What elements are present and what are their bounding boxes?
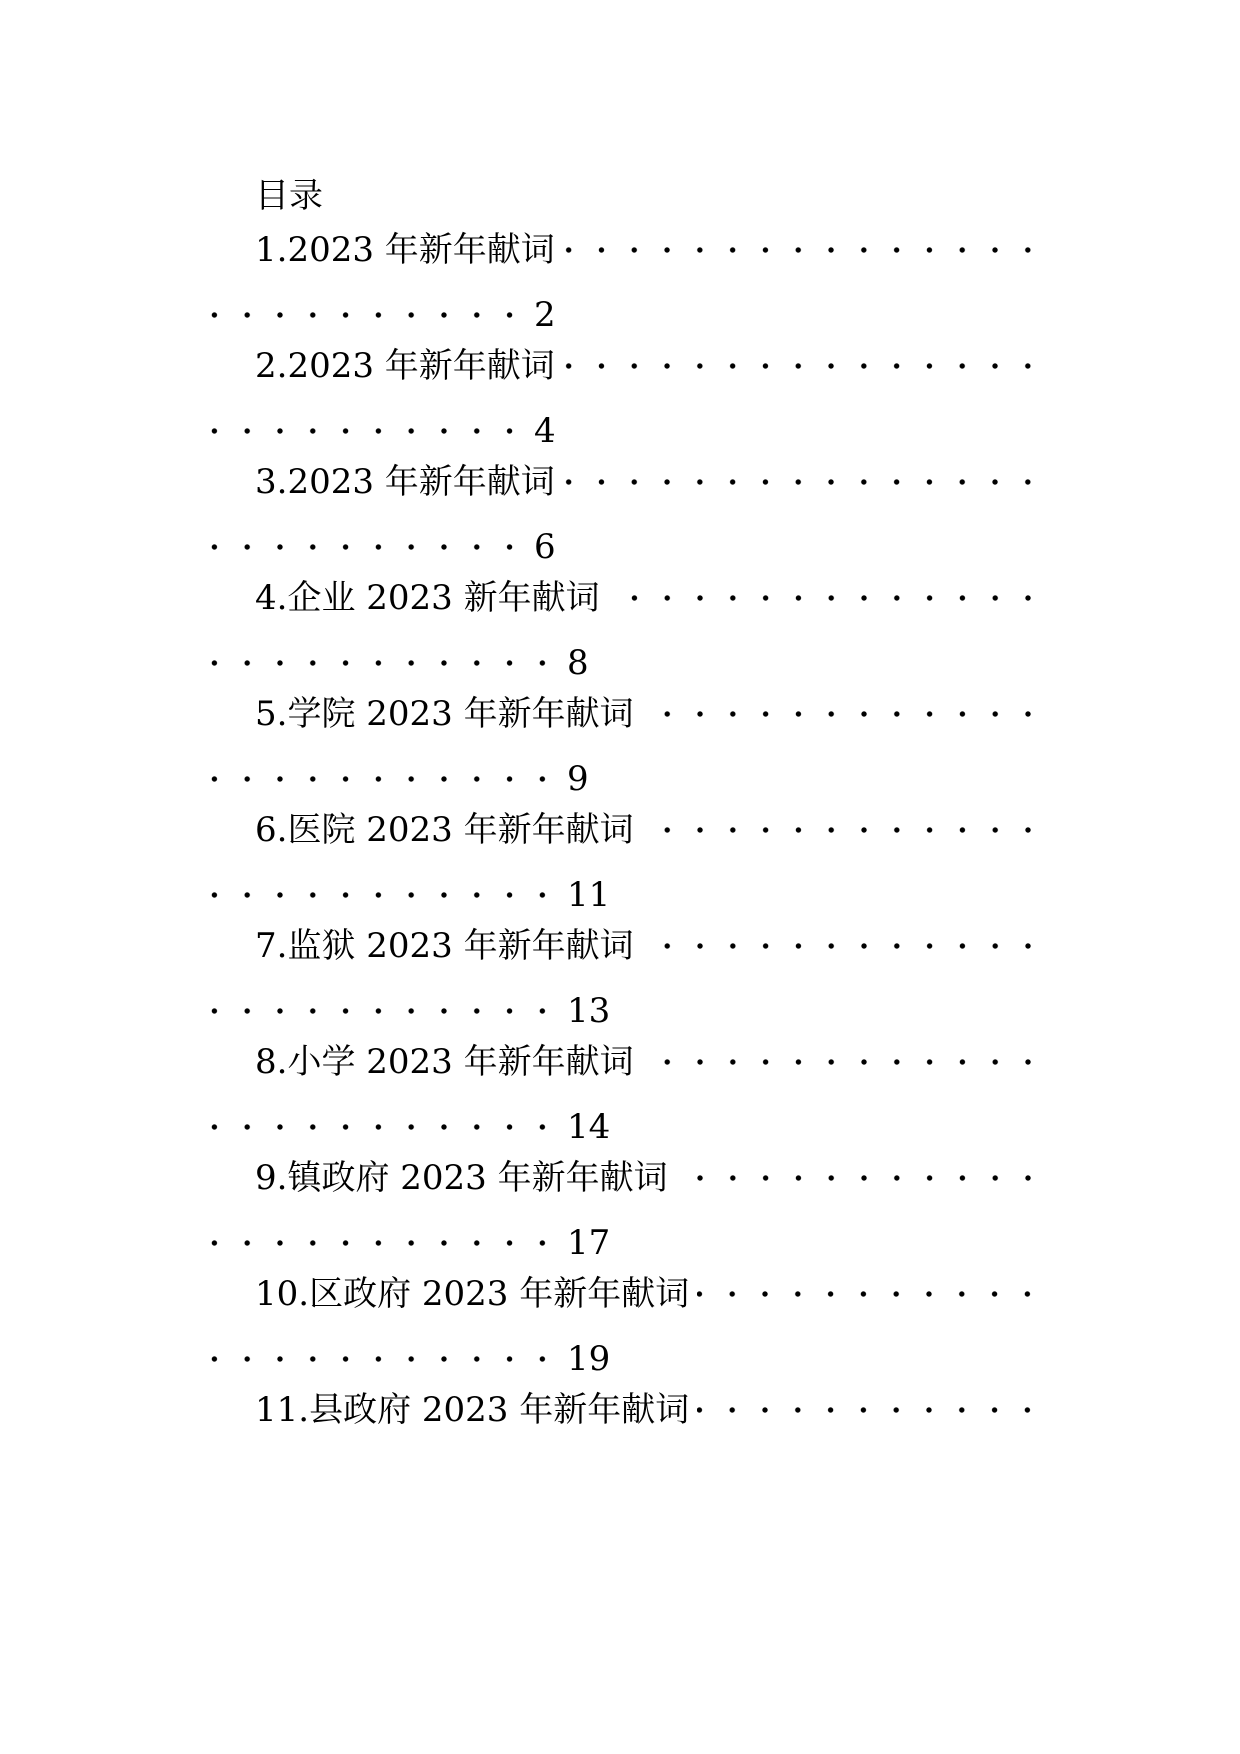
toc-entry-heading-line (255, 922, 1044, 970)
dot-leader (198, 1335, 559, 1383)
toc-entry-continuation-line (198, 291, 556, 339)
toc-entry-heading-line (255, 1270, 1044, 1318)
toc-entry[interactable] (198, 342, 1044, 472)
toc-entry-page-number: 13 (567, 991, 611, 1031)
toc-entry-heading-line (255, 690, 1044, 738)
dot-leader (198, 871, 559, 919)
dot-leader (563, 226, 1044, 274)
dot-leader (198, 987, 559, 1035)
toc-entry-continuation-line (198, 1219, 610, 1267)
toc-entry-page-number: 4 (534, 411, 556, 451)
dot-leader (198, 639, 559, 687)
toc-entry-title: 6.医院 2023 年新年献词 (255, 810, 634, 850)
toc-entry-title: 1.2023 年新年献词 (255, 230, 555, 270)
toc-entry-continuation-line (198, 1335, 610, 1383)
toc-entry-page-number: 9 (567, 759, 589, 799)
dot-leader (642, 1038, 1044, 1086)
toc-entry-heading-line (255, 458, 1044, 506)
dot-leader (676, 1154, 1044, 1202)
dot-leader (198, 407, 526, 455)
toc-entry-page-number: 8 (567, 643, 589, 683)
toc-entry-page-number: 19 (567, 1339, 611, 1379)
toc-entry[interactable] (198, 922, 1044, 1052)
toc-entry[interactable] (198, 458, 1044, 588)
toc-entry-title: 9.镇政府 2023 年新年献词 (255, 1158, 668, 1198)
dot-leader (198, 1219, 559, 1267)
dot-leader (642, 806, 1044, 854)
toc-entry-page-number: 6 (534, 527, 556, 567)
toc-entry-title: 2.2023 年新年献词 (255, 346, 555, 386)
toc-entry-title: 10.区政府 2023 年新年献词 (255, 1274, 690, 1314)
toc-entry[interactable] (198, 1386, 1044, 1516)
toc-entry-heading-line (255, 1038, 1044, 1086)
toc-entry[interactable] (198, 226, 1044, 356)
toc-entry-heading-line (255, 226, 1044, 274)
toc-entry-continuation-line (198, 407, 556, 455)
toc-entry-page-number: 2 (534, 295, 556, 335)
toc-entry[interactable] (198, 1154, 1044, 1284)
toc-entry-heading-line (255, 342, 1044, 390)
toc-entry-page-number: 17 (567, 1223, 611, 1263)
toc-entry-continuation-line (198, 639, 589, 687)
toc-entry-heading-line (255, 806, 1044, 854)
toc-entry-title: 7.监狱 2023 年新年献词 (255, 926, 634, 966)
toc-entry[interactable] (198, 1270, 1044, 1400)
dot-leader (608, 574, 1044, 622)
toc-entry[interactable] (198, 574, 1044, 704)
toc-entry-continuation-line (198, 755, 589, 803)
dot-leader (642, 922, 1044, 970)
toc-entry-title: 11.县政府 2023 年新年献词 (255, 1390, 690, 1430)
dot-leader (697, 1270, 1044, 1318)
toc-entry-page-number: 14 (567, 1107, 611, 1147)
toc-entry-title: 5.学院 2023 年新年献词 (255, 694, 634, 734)
toc-entry[interactable] (198, 806, 1044, 936)
toc-entry-continuation-line (198, 987, 610, 1035)
toc-entry-page-number: 11 (567, 875, 611, 915)
toc-entry-continuation-line (198, 523, 556, 571)
toc-entry-title: 8.小学 2023 年新年献词 (255, 1042, 634, 1082)
toc-entry-title: 4.企业 2023 新年献词 (255, 578, 600, 618)
dot-leader (198, 1103, 559, 1151)
dot-leader (697, 1386, 1044, 1434)
dot-leader (642, 690, 1044, 738)
dot-leader (198, 523, 526, 571)
toc-entry[interactable] (198, 1038, 1044, 1168)
toc-entry-heading-line (255, 1386, 1044, 1434)
dot-leader (198, 755, 559, 803)
toc-entry-heading-line (255, 1154, 1044, 1202)
toc-entry[interactable] (198, 690, 1044, 820)
toc-entry-continuation-line (198, 871, 610, 919)
dot-leader (563, 342, 1044, 390)
dot-leader (198, 291, 526, 339)
dot-leader (563, 458, 1044, 506)
toc-entry-title: 3.2023 年新年献词 (255, 462, 555, 502)
toc-title: 目录 (255, 176, 323, 216)
toc-entry-continuation-line (198, 1103, 610, 1151)
toc-entry-heading-line (255, 574, 1044, 622)
